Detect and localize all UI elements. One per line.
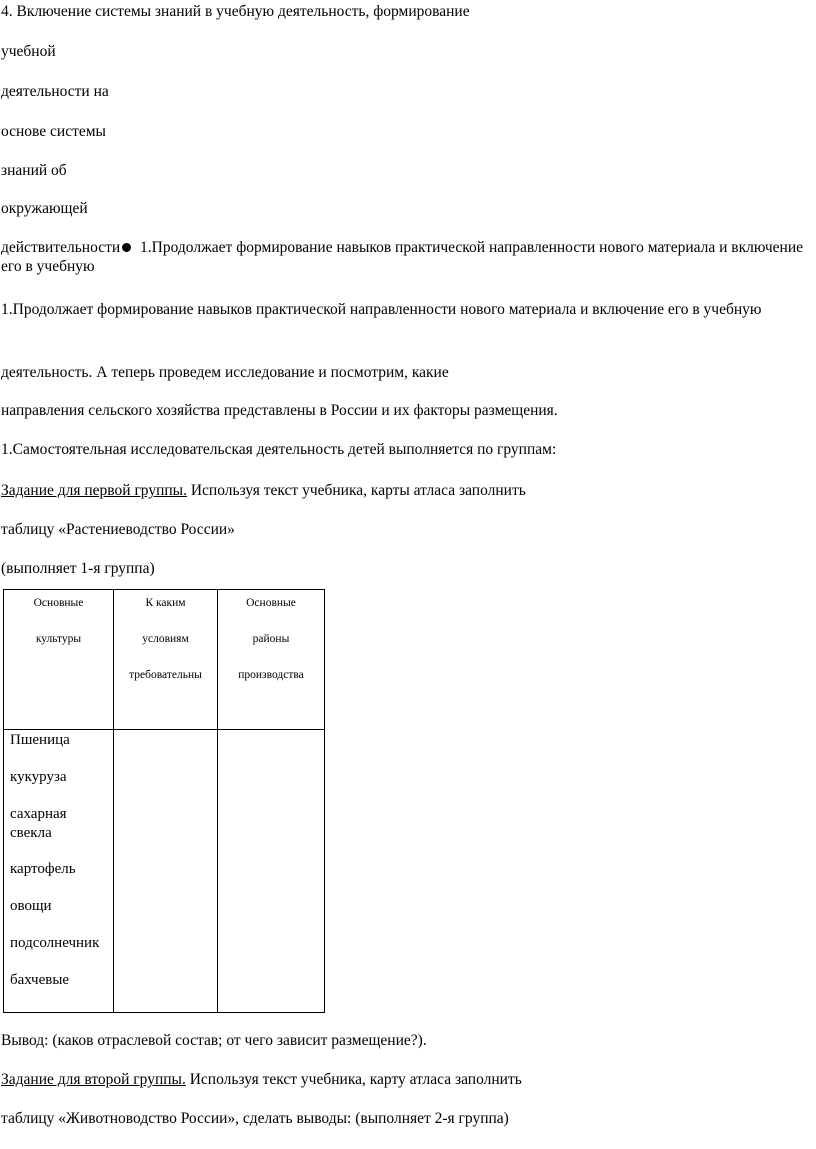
header-cell-conditions <box>114 590 218 730</box>
crop-table-header-row <box>4 590 325 730</box>
task-1-text: Используя текст учебника, карты атласа заполнить <box>186 482 526 499</box>
header-text: требовательны <box>129 669 202 681</box>
heading-line-5: знаний об <box>1 162 67 179</box>
crop-item: сахарная свекла <box>10 806 67 841</box>
conclusion: Вывод: (каков отраслевой состав; от чего зависит размещение?). <box>1 1032 427 1049</box>
header-text: районы <box>252 633 290 645</box>
task-2 <box>1 1070 522 1089</box>
regions-empty-cell[interactable] <box>218 730 325 1013</box>
heading-line-7 <box>1 238 809 276</box>
heading-line-1: 4. Включение системы знаний в учебную деятельность, формирование <box>1 3 470 20</box>
crop-item: бахчевые <box>10 972 70 988</box>
task-1 <box>1 481 526 500</box>
heading-line-3: деятельности на <box>1 83 109 100</box>
task-1-label: Задание для первой группы. <box>1 482 187 499</box>
crop-item: овощи <box>10 898 52 914</box>
task-1-line-2: таблицу «Растениеводство России» <box>1 521 235 538</box>
task-2-label: Задание для второй группы. <box>1 1071 186 1088</box>
task-2-text: Используя текст учебника, карту атласа заполнить <box>185 1071 522 1088</box>
header-text: условиям <box>142 633 189 645</box>
crop-item: Пшеница <box>10 732 70 748</box>
header-text: культуры <box>35 633 82 645</box>
paragraph-2: деятельность. А теперь проведем исследование и посмотрим, какие <box>1 364 449 381</box>
heading-line-7-rest: 1.Продолжает формирование навыков практической направленности нового материала и включение его в учебную <box>1 239 804 275</box>
heading-line-6: окружающей <box>1 200 88 217</box>
paragraph-3: направления сельского хозяйства представлены в России и их факторы размещения. <box>1 402 558 419</box>
header-text: Основные <box>246 597 296 609</box>
header-cell-regions <box>218 590 325 730</box>
heading-line-7-word: действительности <box>1 239 121 256</box>
bullet-icon <box>122 243 131 252</box>
heading-line-2: учебной <box>1 43 56 60</box>
header-cell-crops <box>4 590 114 730</box>
crop-item: картофель <box>10 861 76 877</box>
task-2-line-2: таблицу «Животноводство России», сделать выводы: (выполняет 2-я группа) <box>1 1110 509 1127</box>
header-text: Основные <box>33 597 84 609</box>
paragraph-1: 1.Продолжает формирование навыков практической направленности нового материала и включение его в учебную <box>1 301 762 318</box>
crop-item: подсолнечник <box>10 935 100 951</box>
header-text <box>4 662 113 698</box>
crop-item: кукуруза <box>10 769 67 785</box>
header-text: К каким <box>145 597 186 609</box>
header-text: производства <box>238 669 304 681</box>
paragraph-4: 1.Самостоятельная исследовательская деятельность детей выполняется по группам: <box>1 441 557 458</box>
heading-line-4: основе системы <box>1 123 106 140</box>
crop-table <box>3 589 325 1013</box>
crop-table-body-row <box>4 730 325 1013</box>
task-1-line-3: (выполняет 1-я группа) <box>1 560 155 577</box>
conditions-empty-cell[interactable] <box>114 730 218 1013</box>
crop-list-cell <box>4 730 114 1013</box>
